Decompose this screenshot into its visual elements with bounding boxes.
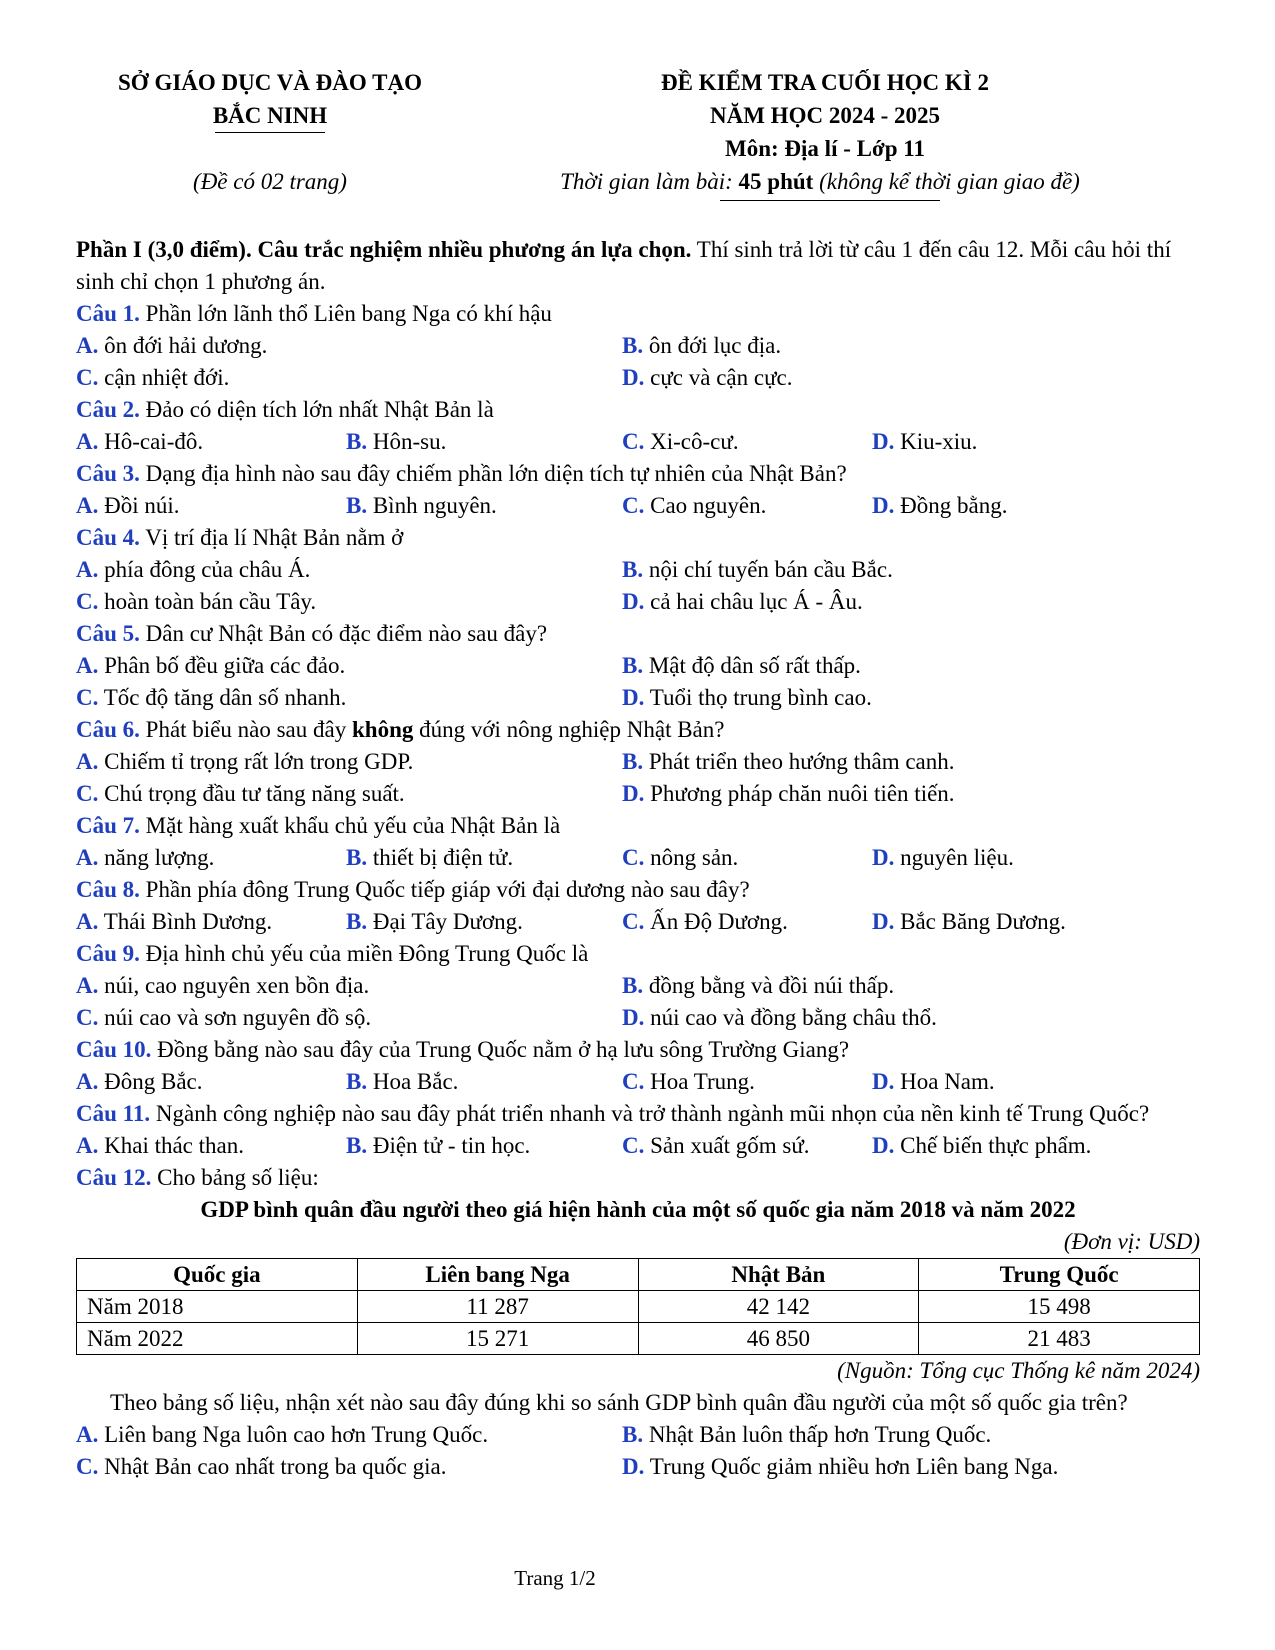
options-row [76, 426, 1200, 458]
question-7 [76, 810, 1200, 842]
question-label: Câu 4. [76, 525, 140, 550]
option-b: B. Hoa Bắc. [346, 1069, 459, 1094]
table-cell: 46 850 [638, 1323, 919, 1355]
gdp-table [76, 1258, 1200, 1355]
question-label: Câu 8. [76, 877, 140, 902]
option-c: C. Ấn Độ Dương. [622, 909, 788, 934]
question-12 [76, 1162, 1200, 1194]
question-label: Câu 9. [76, 941, 140, 966]
option-a: A. Chiếm tỉ trọng rất lớn trong GDP. [76, 749, 414, 774]
question-6: Câu 6. Phát biểu nào sau đây không đúng với nông nghiệp Nhật Bản? [76, 717, 725, 742]
option-b: B. Điện tử - tin học. [346, 1133, 531, 1158]
header-right [560, 66, 1090, 165]
option-a: A. Đông Bắc. [76, 1069, 203, 1094]
question-label: Câu 10. [76, 1037, 152, 1062]
question-label: Câu 3. [76, 461, 140, 486]
option-b: B. Nhật Bản luôn thấp hơn Trung Quốc. [622, 1422, 992, 1447]
pages-note: (Đề có 02 trang) [193, 169, 347, 194]
options-row [76, 1002, 1200, 1034]
option-d: D. núi cao và đồng bằng châu thổ. [622, 1005, 937, 1030]
options-row [76, 746, 1200, 778]
table-cell: 15 271 [357, 1323, 638, 1355]
question-8 [76, 874, 1200, 906]
option-c: C. Sản xuất gốm sứ. [622, 1133, 810, 1158]
options-row [76, 586, 1200, 618]
options-row [76, 330, 1200, 362]
option-c: C. Chú trọng đầu tư tăng năng suất. [76, 781, 405, 806]
question-5 [76, 618, 1200, 650]
part1-instruction: Thí sinh trả lời từ câu 1 đến câu 12. Mỗi câu hỏi thí sinh chỉ chọn 1 phương án. [76, 237, 1172, 294]
time-value: 45 phút [738, 169, 814, 194]
table-title: GDP bình quân đầu người theo giá hiện hành của một số quốc gia năm 2018 và năm 2022 [200, 1197, 1076, 1222]
option-d: D. Bắc Băng Dương. [872, 909, 1066, 934]
exam-body [76, 234, 1200, 1483]
table-row [77, 1291, 1200, 1323]
question-label: Câu 12. [76, 1165, 152, 1190]
options-row [76, 842, 1200, 874]
option-c: C. cận nhiệt đới. [76, 365, 230, 390]
option-d: D. Kiu-xiu. [872, 429, 978, 454]
question-4 [76, 522, 1200, 554]
option-b: B. Bình nguyên. [346, 493, 497, 518]
option-b: B. Hôn-su. [346, 429, 447, 454]
option-c: C. Tốc độ tăng dân số nhanh. [76, 685, 347, 710]
option-d: D. Tuổi thọ trung bình cao. [622, 685, 872, 710]
question-text: Vị trí địa lí Nhật Bản nằm ở [139, 525, 404, 550]
question-12-stem: Theo bảng số liệu, nhận xét nào sau đây đúng khi so sánh GDP bình quân đầu người của một số quốc gia trên? [110, 1390, 1128, 1415]
province-name: BẮC NINH [212, 103, 328, 128]
question-text: Ngành công nghiệp nào sau đây phát triển nhanh và trở thành ngành mũi nhọn của nền kinh tế Trung Quốc? [150, 1101, 1150, 1126]
part1-intro [76, 234, 1200, 298]
options-row [76, 1451, 1200, 1483]
option-c: C. Nhật Bản cao nhất trong ba quốc gia. [76, 1454, 447, 1479]
option-d: D. Đồng bằng. [872, 493, 1008, 518]
exam-title: ĐỀ KIỂM TRA CUỐI HỌC KÌ 2 [660, 70, 989, 95]
province-underline [215, 132, 325, 133]
table-cell: 21 483 [919, 1323, 1200, 1355]
option-b: B. Phát triển theo hướng thâm canh. [622, 749, 955, 774]
question-10 [76, 1034, 1200, 1066]
question-text: Phần lớn lãnh thổ Liên bang Nga có khí hậu [139, 301, 552, 326]
question-2 [76, 394, 1200, 426]
time-underline [720, 200, 940, 201]
table-source: (Nguồn: Tổng cục Thống kê năm 2024) [837, 1358, 1200, 1383]
question-text: Đồng bằng nào sau đây của Trung Quốc nằm ở hạ lưu sông Trường Giang? [151, 1037, 850, 1062]
option-b: B. nội chí tuyến bán cầu Bắc. [622, 557, 893, 582]
options-row [76, 650, 1200, 682]
table-row [77, 1323, 1200, 1355]
question-label: Câu 11. [76, 1101, 151, 1126]
question-label: Câu 5. [76, 621, 140, 646]
page-number: Trang 1/2 [514, 1566, 596, 1590]
department-name: SỞ GIÁO DỤC VÀ ĐÀO TẠO [118, 70, 422, 95]
time-suffix: (không kể thời gian giao đề) [813, 169, 1080, 194]
header-left [60, 66, 480, 133]
table-cell: Năm 2022 [77, 1323, 358, 1355]
question-text: Dân cư Nhật Bản có đặc điểm nào sau đây? [139, 621, 548, 646]
table-cell: 15 498 [919, 1291, 1200, 1323]
time-line [500, 166, 1140, 198]
options-row [76, 1066, 1200, 1098]
option-a: A. Thái Bình Dương. [76, 909, 273, 934]
option-d: D. Phương pháp chăn nuôi tiên tiến. [622, 781, 955, 806]
option-d: D. Hoa Nam. [872, 1069, 995, 1094]
question-1 [76, 298, 1200, 330]
option-a: A. núi, cao nguyên xen bồn địa. [76, 973, 370, 998]
options-row [76, 682, 1200, 714]
option-b: B. đồng bằng và đồi núi thấp. [622, 973, 895, 998]
options-row [76, 970, 1200, 1002]
header-cell: Liên bang Nga [357, 1259, 638, 1291]
option-a: A. năng lượng. [76, 845, 215, 870]
question-text: Phần phía đông Trung Quốc tiếp giáp với đại dương nào sau đây? [139, 877, 750, 902]
options-row [76, 1419, 1200, 1451]
table-cell: 42 142 [638, 1291, 919, 1323]
question-3 [76, 458, 1200, 490]
header-cell: Trung Quốc [919, 1259, 1200, 1291]
table-unit: (Đơn vị: USD) [1063, 1229, 1200, 1254]
option-d: D. cực và cận cực. [622, 365, 793, 390]
header-cell: Quốc gia [77, 1259, 358, 1291]
options-row [76, 490, 1200, 522]
question-9 [76, 938, 1200, 970]
time-prefix: Thời gian làm bài: [560, 169, 739, 194]
options-row [76, 1130, 1200, 1162]
option-a: A. Liên bang Nga luôn cao hơn Trung Quốc. [76, 1422, 489, 1447]
option-b: B. thiết bị điện tử. [346, 845, 514, 870]
option-a: A. ôn đới hải dương. [76, 333, 268, 358]
option-a: A. Hô-cai-đô. [76, 429, 204, 454]
option-d: D. nguyên liệu. [872, 845, 1014, 870]
question-text: Mặt hàng xuất khẩu chủ yếu của Nhật Bản là [139, 813, 561, 838]
option-c: C. hoàn toàn bán cầu Tây. [76, 589, 317, 614]
option-d: D. Trung Quốc giảm nhiều hơn Liên bang Nga. [622, 1454, 1059, 1479]
table-cell: 11 287 [357, 1291, 638, 1323]
table-header-row [77, 1259, 1200, 1291]
school-year: NĂM HỌC 2024 - 2025 [710, 103, 940, 128]
emphasis-word: không [351, 717, 414, 742]
options-row [76, 362, 1200, 394]
option-c: C. Cao nguyên. [622, 493, 767, 518]
option-a: A. phía đông của châu Á. [76, 557, 311, 582]
question-label: Câu 1. [76, 301, 140, 326]
option-a: A. Đồi núi. [76, 493, 180, 518]
option-c: C. núi cao và sơn nguyên đồ sộ. [76, 1005, 372, 1030]
option-b: B. Đại Tây Dương. [346, 909, 523, 934]
option-d: D. Chế biến thực phẩm. [872, 1133, 1092, 1158]
options-row [76, 906, 1200, 938]
question-11 [76, 1098, 1200, 1130]
question-text: Cho bảng số liệu: [151, 1165, 319, 1190]
part1-title: Phần I (3,0 điểm). Câu trắc nghiệm nhiều phương án lựa chọn. [76, 237, 692, 262]
header-cell: Nhật Bản [638, 1259, 919, 1291]
options-row [76, 554, 1200, 586]
option-a: A. Khai thác than. [76, 1133, 244, 1158]
question-label: Câu 7. [76, 813, 140, 838]
question-text: Đảo có diện tích lớn nhất Nhật Bản là [139, 397, 494, 422]
option-c: C. nông sản. [622, 845, 739, 870]
table-cell: Năm 2018 [77, 1291, 358, 1323]
option-b: B. ôn đới lục địa. [622, 333, 782, 358]
question-label: Câu 6. [76, 717, 140, 742]
option-b: B. Mật độ dân số rất thấp. [622, 653, 861, 678]
question-text: Dạng địa hình nào sau đây chiếm phần lớn diện tích tự nhiên của Nhật Bản? [139, 461, 847, 486]
option-d: D. cả hai châu lục Á - Âu. [622, 589, 863, 614]
option-c: C. Xi-cô-cư. [622, 429, 739, 454]
question-label: Câu 2. [76, 397, 140, 422]
subject-line: Môn: Địa lí - Lớp 11 [725, 136, 925, 161]
option-c: C. Hoa Trung. [622, 1069, 755, 1094]
question-text: Địa hình chủ yếu của miền Đông Trung Quốc là [139, 941, 589, 966]
options-row [76, 778, 1200, 810]
option-a: A. Phân bố đều giữa các đảo. [76, 653, 346, 678]
